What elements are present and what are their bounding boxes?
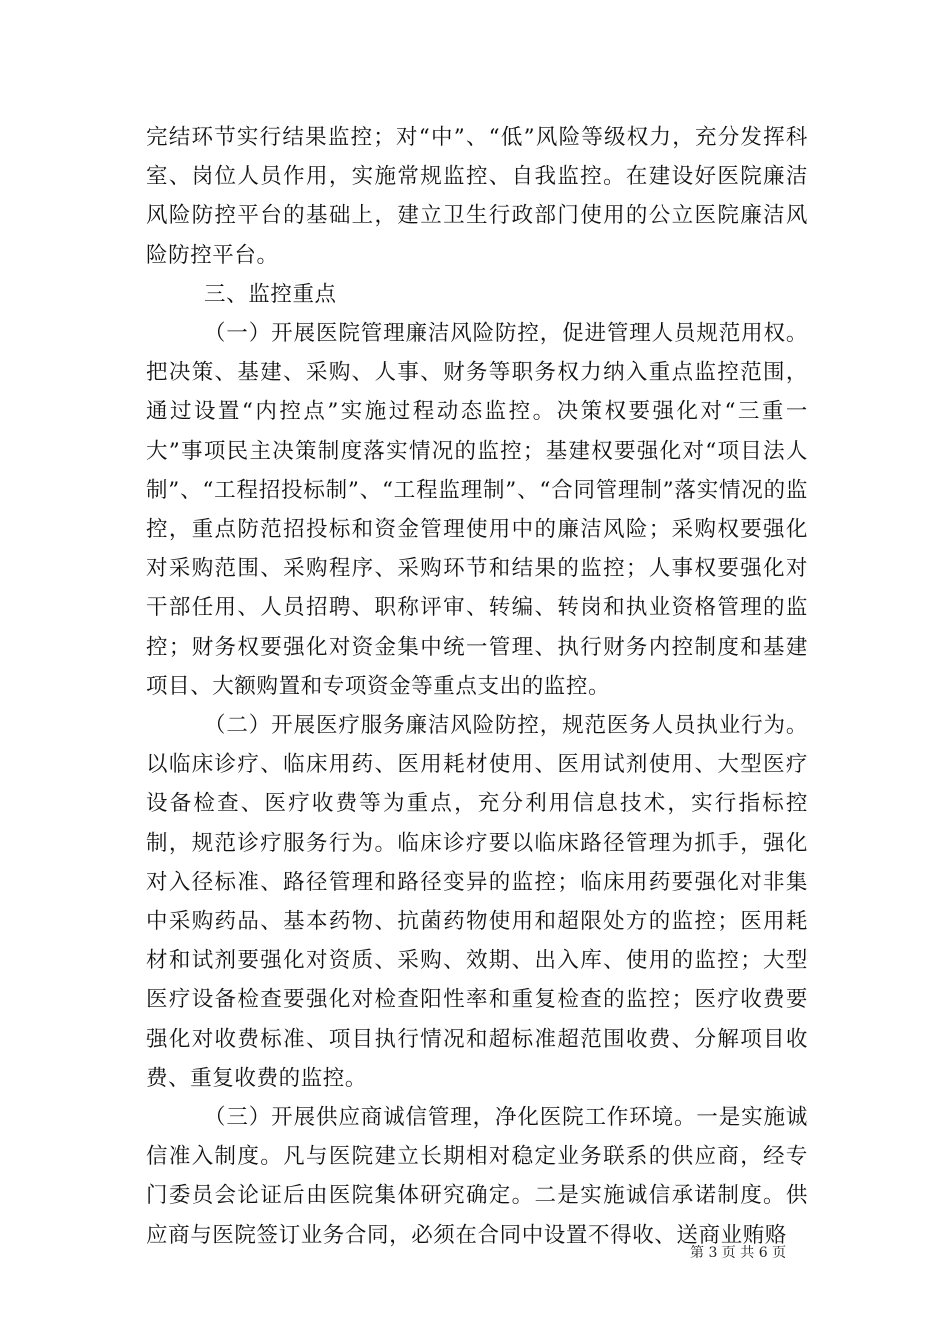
paragraph-item-two: （二）开展医疗服务廉洁风险防控，规范医务人员执业行为。以临床诊疗、临床用药、医用耗材使用、医用试剂使用、大型医疗设备检查、医疗收费等为重点，充分利用信息技术，实行指标控制，规范诊疗服务行为。临床诊疗要以临床路径管理为抓手，强化对入径标准、路径管理和路径变异的监控；临床用药要强化对非集中采购药品、基本药物、抗菌药物使用和超限处方的监控；医用耗材和试剂要强化对资质、采购、效期、出入库、使用的监控；大型医疗设备检查要强化对检查阳性率和重复检查的监控；医疗收费要强化对收费标准、项目执行情况和超标准超范围收费、分解项目收费、重复收费的监控。 xyxy=(146,713,808,1091)
section-heading-monitoring-focus: 三、监控重点 xyxy=(204,281,337,307)
paragraph-intro-tail: 完结环节实行结果监控；对“中”、“低”风险等级权力，充分发挥科室、岗位人员作用，实施常规监控、自我监控。在建设好医院廉洁风险防控平台的基础上，建立卫生行政部门使用的公立医院廉洁风险防控平台。 xyxy=(146,125,808,268)
paragraph-item-three: （三）开展供应商诚信管理，净化医院工作环境。一是实施诚信准入制度。凡与医院建立长期相对稳定业务联系的供应商，经专门委员会论证后由医院集体研究确定。二是实施诚信承诺制度。供应商与医院签订业务合同，必须在合同中设置不得收、送商业贿赂 xyxy=(146,1105,808,1248)
document-body xyxy=(146,118,808,1255)
paragraph-item-one: （一）开展医院管理廉洁风险防控，促进管理人员规范用权。把决策、基建、采购、人事、财务等职务权力纳入重点监控范围，通过设置“内控点”实施过程动态监控。决策权要强化对“三重一大”事项民主决策制度落实情况的监控；基建权要强化对“项目法人制”、“工程招投标制”、“工程监理制”、“合同管理制”落实情况的监控，重点防范招投标和资金管理使用中的廉洁风险；采购权要强化对采购范围、采购程序、采购环节和结果的监控；人事权要强化对干部任用、人员招聘、职称评审、转编、转岗和执业资格管理的监控；财务权要强化对资金集中统一管理、执行财务内控制度和基建项目、大额购置和专项资金等重点支出的监控。 xyxy=(146,321,808,699)
page-number-footer: 第 3 页 共 6 页 xyxy=(690,1245,787,1261)
